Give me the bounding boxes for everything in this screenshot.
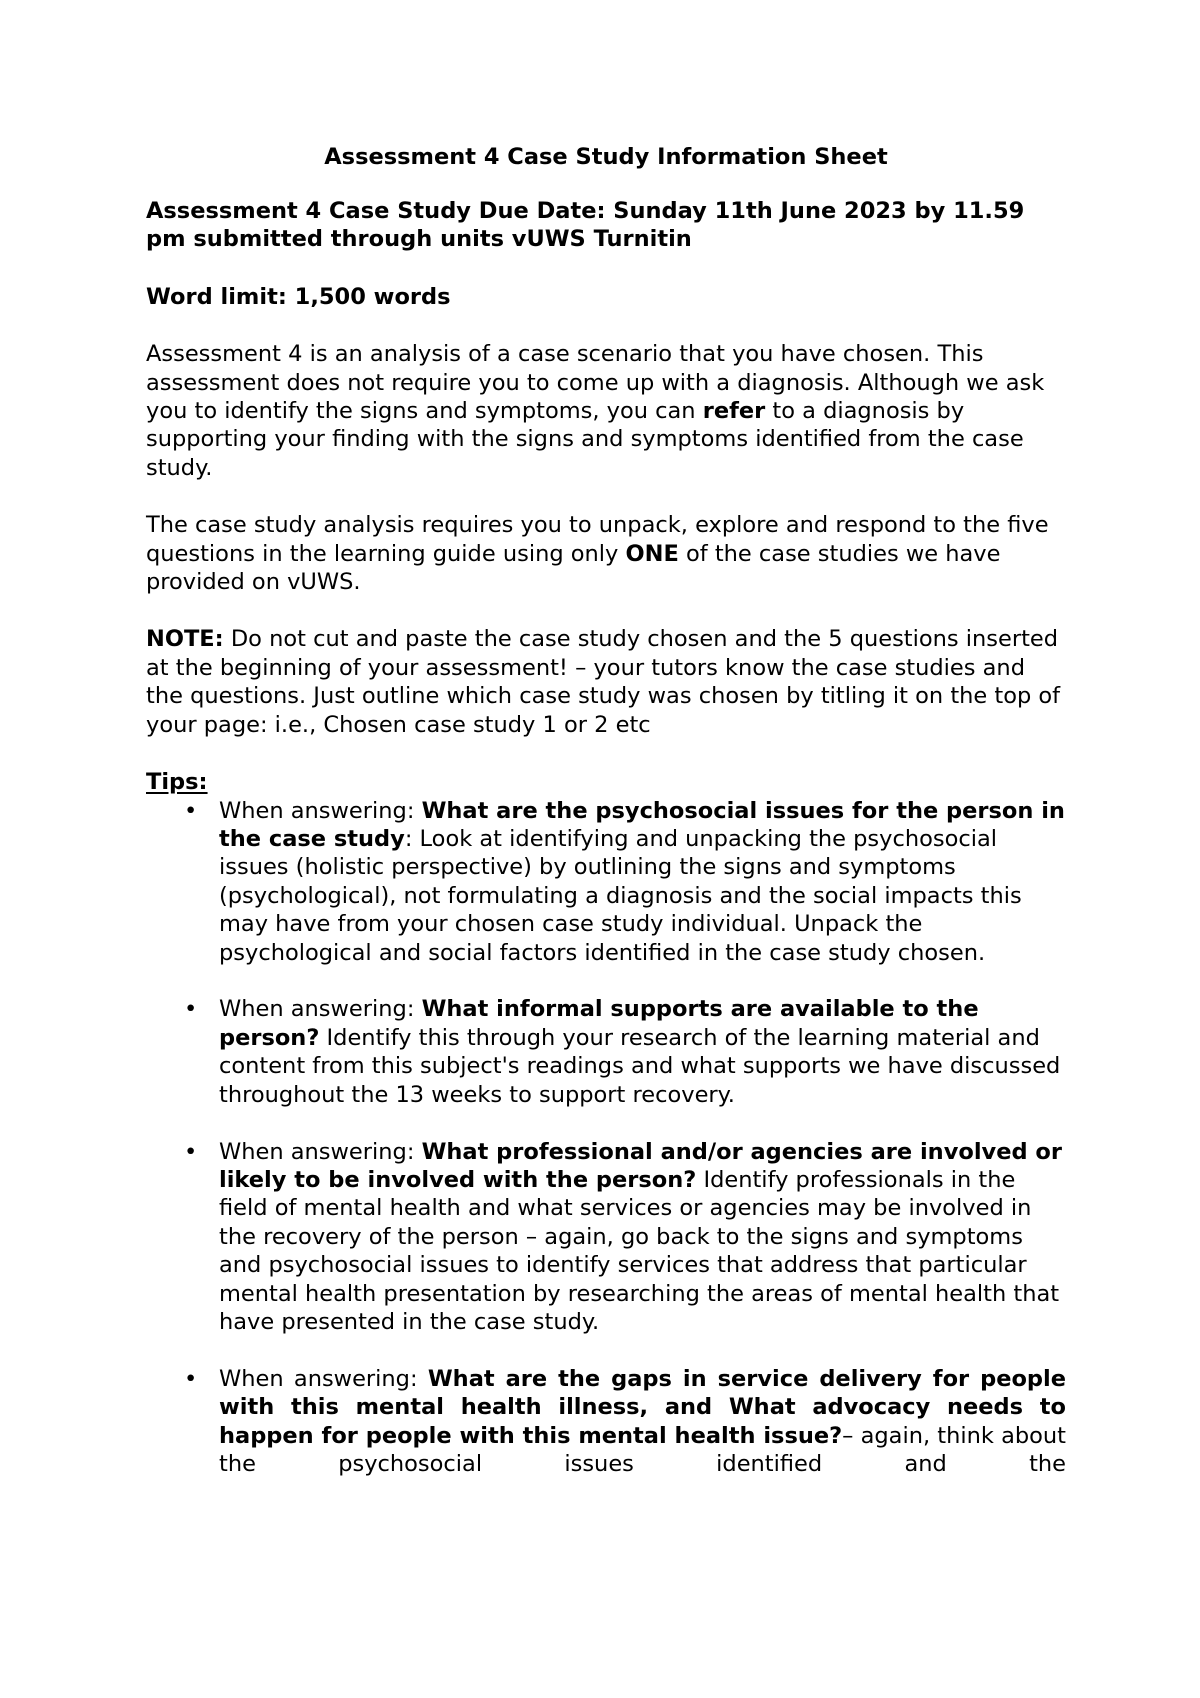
document-page [146, 143, 1066, 1479]
tip-text: Identify professionals in the field of mental health and what services or agencies may be involved in the recovery of the person – again, go back to the signs and symptoms and psychosocial issues to identify services that address that particular mental health presentation by researching the areas of mental health that have presented in the case study. [219, 1166, 1060, 1335]
intro-text-2: to a diagnosis by supporting your finding with the signs and symptoms identified from the case study. [146, 398, 1024, 481]
tip-prefix: When answering: [219, 1138, 422, 1165]
analysis-text-1: The case study analysis requires you to unpack, explore and respond to the five questions in the learning guide using only [146, 512, 1049, 567]
analysis-text-2: of the case studies we have provided on vUWS. [146, 540, 1001, 596]
tip-text: Identify this through your research of the learning material and content from this subject's readings and what supports we have discussed throughout the 13 weeks to support recovery. [219, 1024, 1061, 1108]
tip-question: What informal supports are available to the person? [219, 996, 979, 1051]
bullet-icon: • [184, 1365, 198, 1392]
tip-prefix: When answering: [219, 1365, 428, 1392]
tip-question: What professional and/or agencies are involved or likely to be involved with the person? [219, 1138, 1062, 1193]
intro-paragraph [146, 340, 1066, 482]
analysis-paragraph [146, 511, 1066, 596]
tip-text: – again, think about the psychosocial issues identified and the [219, 1422, 1066, 1478]
bullet-icon: • [184, 996, 198, 1023]
tip-item [146, 995, 1066, 1109]
intro-text-1: Assessment 4 is an analysis of a case scenario that you have chosen. This assessment does not require you to come up with a diagnosis. Although we ask you to identify the signs and symptoms, you can [146, 341, 1045, 425]
tips-heading: Tips: [146, 769, 208, 796]
document-title: Assessment 4 Case Study Information Sheet [324, 144, 888, 170]
word-limit: Word limit: 1,500 words [146, 283, 451, 310]
bullet-icon: • [184, 797, 198, 824]
note-paragraph [146, 625, 1066, 739]
intro-bold: refer [702, 398, 766, 425]
note-text: Do not cut and paste the case study chosen and the 5 questions inserted at the beginning of your assessment! – your tutors know the case studies and the questions. Just outline which case study was chosen by titling it on the top of your page: i.e., Chosen case study 1 or 2 etc [146, 626, 1061, 738]
note-label: NOTE: [146, 626, 224, 653]
bullet-icon: • [184, 1138, 198, 1165]
tip-question: What are the gaps in service delivery for people with this mental health illness, and What advocacy needs to happen for people with this mental health issue? [219, 1365, 1067, 1449]
due-date: Assessment 4 Case Study Due Date: Sunday 11th June 2023 by 11.59 pm submitted through units vUWS Turnitin [146, 198, 1025, 253]
analysis-bold: ONE [625, 540, 679, 567]
tips-list [146, 797, 1066, 1479]
tip-item [146, 1138, 1066, 1337]
tip-text: : Look at identifying and unpacking the psychosocial issues (holistic perspective) by outlining the signs and symptoms (psychological), not formulating a diagnosis and the social impacts this may have from your chosen case study individual. Unpack the psychological and social factors identified in the case study chosen. [219, 825, 1022, 966]
tip-item [146, 1365, 1066, 1479]
tip-item [146, 797, 1066, 967]
tip-prefix: When answering: [219, 996, 422, 1023]
tip-prefix: When answering: [219, 797, 422, 824]
tip-question: What are the psychosocial issues for the person in the case study [219, 797, 1065, 852]
